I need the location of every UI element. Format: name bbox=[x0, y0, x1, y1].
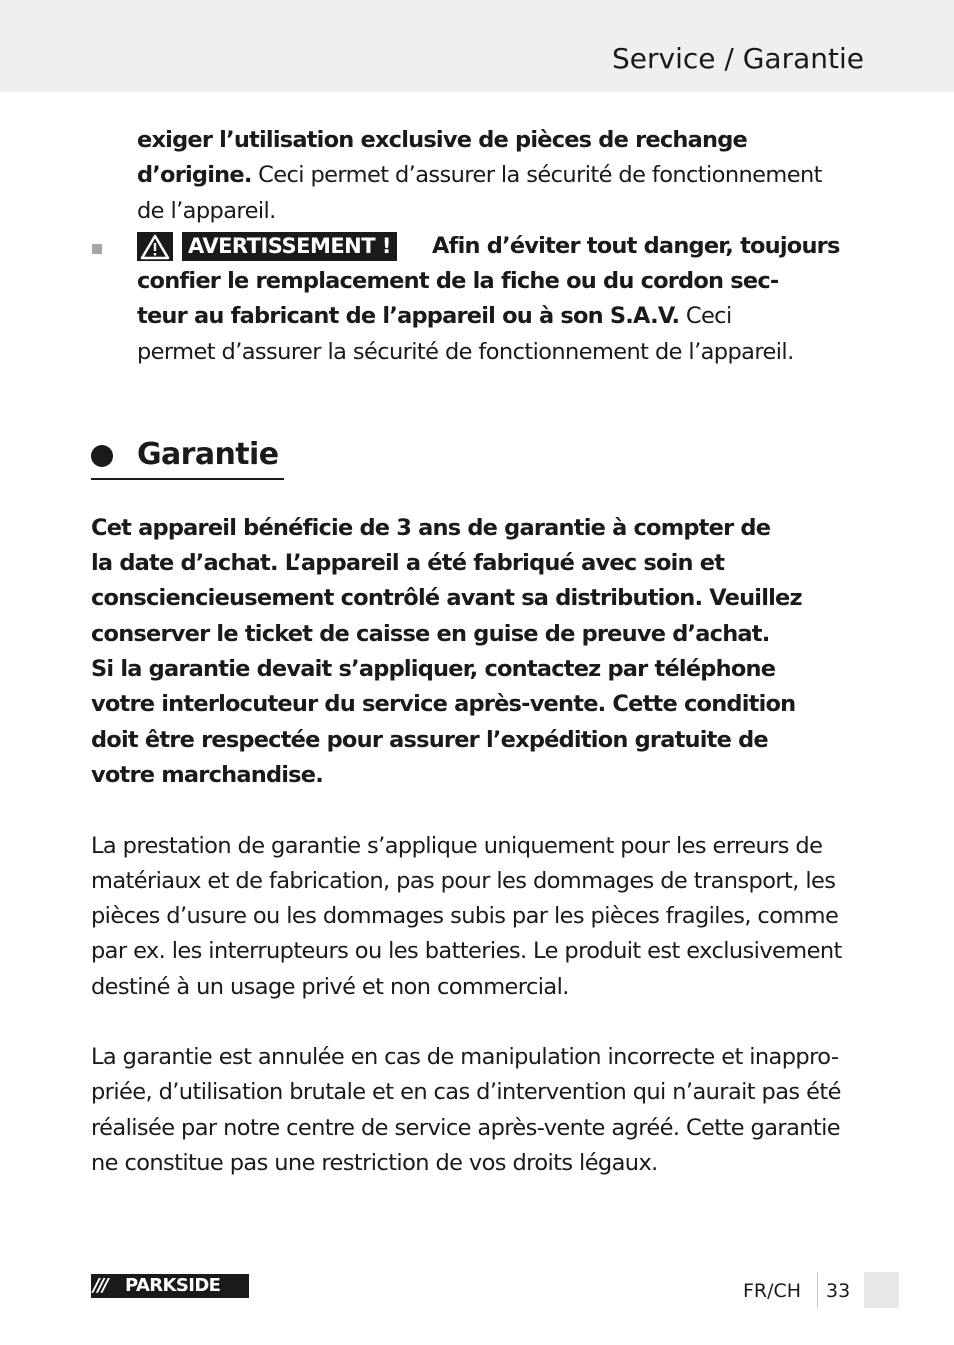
paragraph-2-line: La garantie est annulée en cas de manipulation incorrecte et inappro- bbox=[91, 1044, 839, 1070]
paragraph-1-line: pièces d’usure ou les dommages subis par les pièces fragiles, comme bbox=[91, 903, 839, 929]
paragraph-1-line: La prestation de garantie s’applique uniquement pour les erreurs de bbox=[91, 833, 823, 859]
footer-language: FR/CH bbox=[743, 1280, 802, 1302]
paragraph-2-line: réalisée par notre centre de service après-vente agréé. Cette garantie bbox=[91, 1115, 841, 1141]
section-title-underline bbox=[91, 478, 284, 480]
paragraph-2-line: priée, d’utilisation brutale et en cas d’intervention qui n’aurait pas été bbox=[91, 1079, 841, 1105]
warning-triangle-icon bbox=[137, 232, 173, 261]
page-number: 33 bbox=[826, 1280, 851, 1302]
warning-label: AVERTISSEMENT ! bbox=[182, 232, 397, 261]
warning-line-3-normal: Ceci bbox=[679, 303, 732, 329]
logo-brand-name: PARKSIDE bbox=[125, 1275, 221, 1296]
footer-divider bbox=[817, 1272, 818, 1308]
intro-line: votre interlocuteur du service après-vente. Cette condition bbox=[91, 691, 796, 717]
intro-line: Cet appareil bénéficie de 3 ans de garantie à compter de bbox=[91, 515, 771, 541]
paragraph-1-line: destiné à un usage privé et non commercial. bbox=[91, 974, 569, 1000]
continuation-line-3: de l’appareil. bbox=[137, 198, 276, 224]
intro-line: conserver le ticket de caisse en guise de preuve d’achat. bbox=[91, 621, 770, 647]
footer-tab-box bbox=[864, 1272, 899, 1308]
intro-line: la date d’achat. L’appareil a été fabriqué avec soin et bbox=[91, 550, 725, 576]
intro-line: votre marchandise. bbox=[91, 762, 323, 788]
bullet-square-icon bbox=[92, 244, 102, 254]
warning-line-2: confier le remplacement de la fiche ou du cordon sec- bbox=[137, 268, 779, 294]
parkside-logo bbox=[91, 1274, 249, 1298]
warning-line-3-bold: teur au fabricant de l’appareil ou à son S.A.V. bbox=[137, 303, 680, 329]
logo-slashes: /// bbox=[93, 1275, 107, 1296]
intro-line: Si la garantie devait s’appliquer, contactez par téléphone bbox=[91, 656, 776, 682]
continuation-line-2 bbox=[137, 158, 822, 193]
continuation-line-2-bold: d’origine. bbox=[137, 162, 252, 188]
continuation-line-2-normal: Ceci permet d’assurer la sécurité de fonctionnement bbox=[251, 162, 822, 188]
section-title: Garantie bbox=[137, 437, 279, 472]
warning-triangle-svg bbox=[137, 232, 173, 261]
warning-line-1: Afin d’éviter tout danger, toujours bbox=[432, 233, 840, 259]
paragraph-2-line: ne constitue pas une restriction de vos droits légaux. bbox=[91, 1150, 658, 1176]
warning-line-4: permet d’assurer la sécurité de fonctionnement de l’appareil. bbox=[137, 339, 794, 365]
page-header-title: Service / Garantie bbox=[612, 42, 864, 75]
paragraph-1-line: matériaux et de fabrication, pas pour les dommages de transport, les bbox=[91, 868, 836, 894]
warning-line-3 bbox=[137, 299, 732, 334]
section-bullet-dot-icon bbox=[91, 445, 113, 467]
intro-line: doit être respectée pour assurer l’expédition gratuite de bbox=[91, 727, 768, 753]
paragraph-1-line: par ex. les interrupteurs ou les batteries. Le produit est exclusivement bbox=[91, 938, 842, 964]
continuation-line-1: exiger l’utilisation exclusive de pièces de rechange bbox=[137, 127, 747, 153]
intro-line: consciencieusement contrôlé avant sa distribution. Veuillez bbox=[91, 585, 802, 611]
